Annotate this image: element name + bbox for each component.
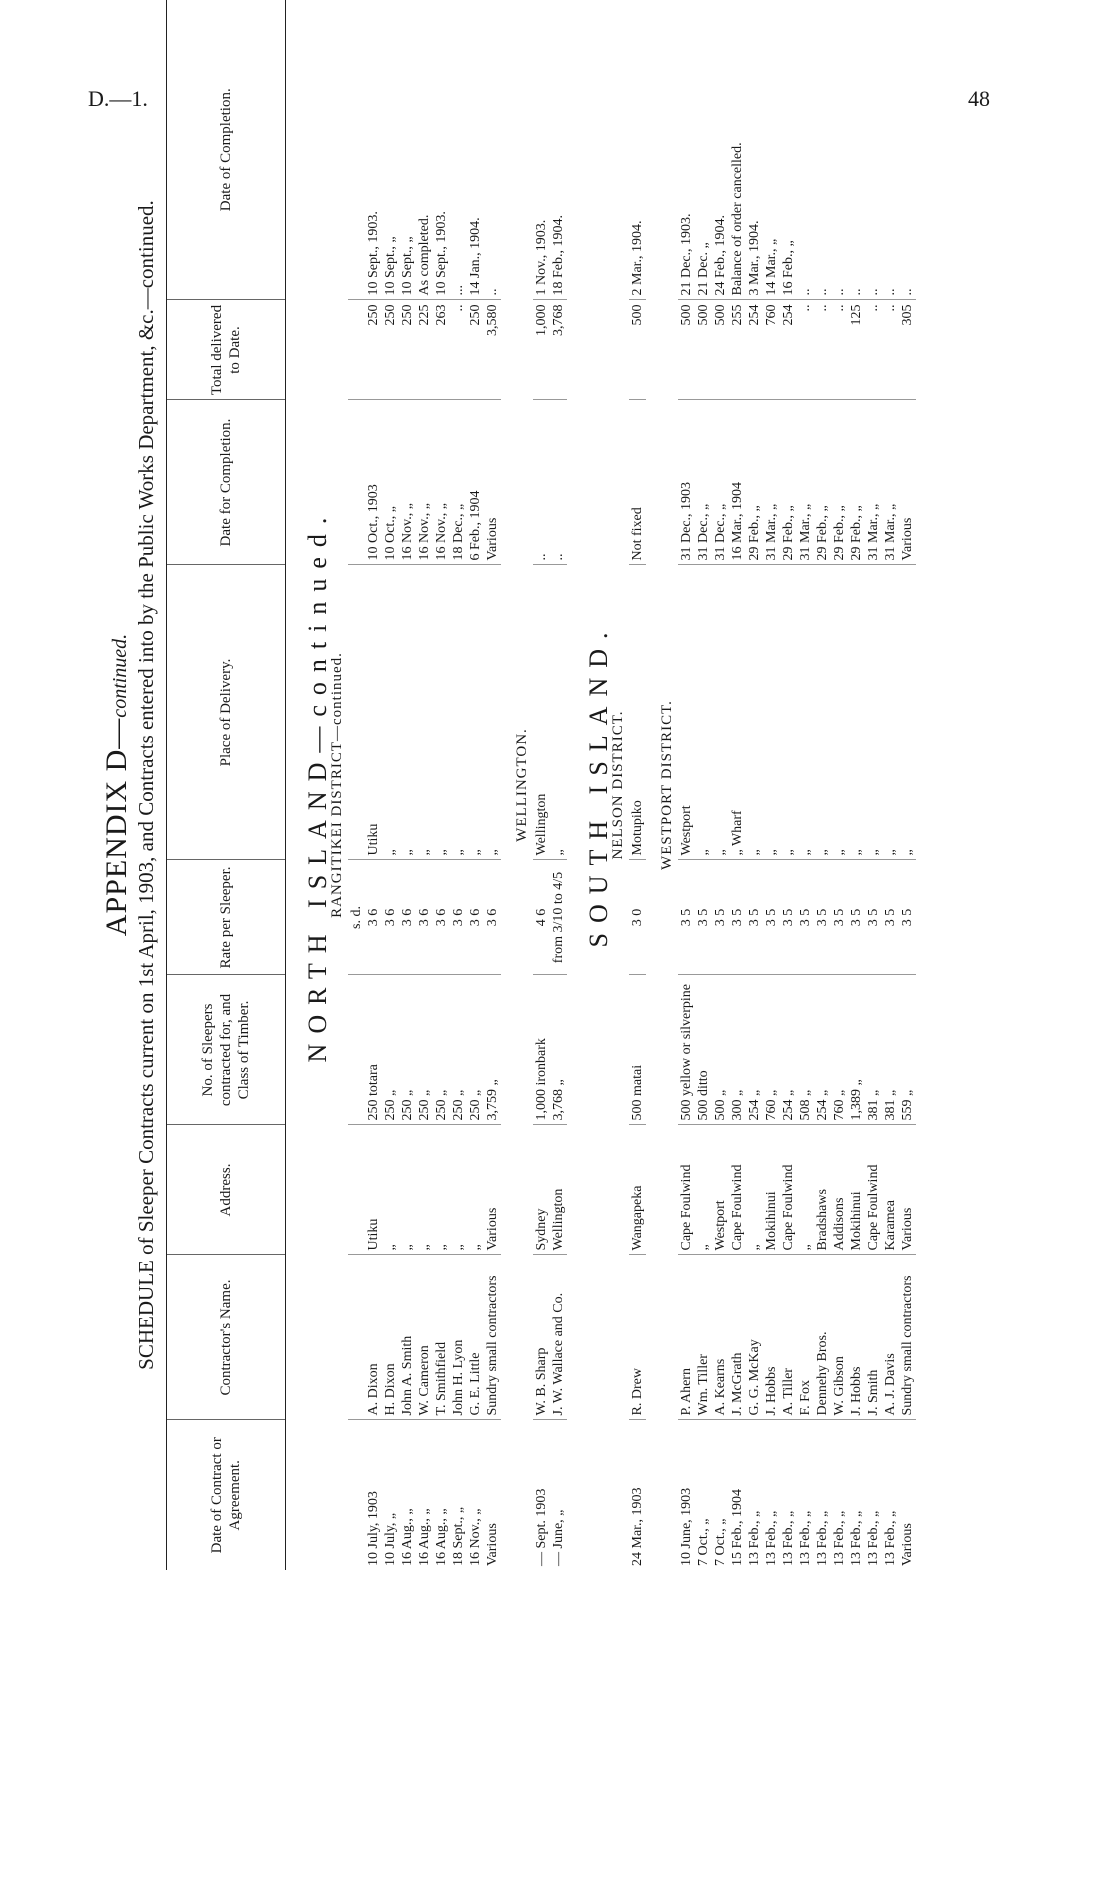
address-cell: Bradshaws: [814, 1125, 831, 1255]
district-heading: RANGITIKEI DISTRICT—continued.: [328, 652, 345, 918]
rate-cell: 3 6: [433, 860, 450, 975]
completion-due-cell: Not fixed: [629, 400, 646, 565]
completion-due-cell: 31 Mar., „: [882, 400, 899, 565]
delivered-cell: 225: [416, 300, 433, 400]
table-row: [365, 0, 382, 1570]
completed-cell: Balance of order cancelled.: [729, 0, 746, 300]
delivered-cell: ..: [450, 300, 467, 400]
contractor-cell: W. Gibson: [831, 1255, 848, 1420]
rate-cell: 3 5: [865, 860, 882, 975]
address-cell: „: [695, 1125, 712, 1255]
address-cell: Various: [899, 1125, 916, 1255]
sleepers-cell: 559 „: [899, 975, 916, 1125]
completed-cell: 10 Sept., „: [399, 0, 416, 300]
table-row: [814, 0, 831, 1570]
spacer-cell: [501, 0, 511, 1570]
header-date-of-completion: Date of Completion.: [167, 0, 286, 300]
units-row: [348, 0, 365, 1570]
completed-cell: 14 Mar., „: [763, 0, 780, 300]
header-contractor-name: Contractor's Name.: [167, 1255, 286, 1420]
date-cell: 13 Feb., „: [883, 1510, 898, 1566]
empty-cell: [348, 300, 365, 400]
spacer-row: [501, 0, 511, 1570]
district-heading: WESTPORT DISTRICT.: [658, 700, 675, 870]
table-row: [899, 0, 916, 1570]
address-cell: Cape Foulwind: [780, 1125, 797, 1255]
delivered-cell: 760: [763, 300, 780, 400]
sleepers-cell: 254 „: [814, 975, 831, 1125]
contractor-cell: Sundry small contractors: [899, 1255, 916, 1420]
delivered-cell: 250: [467, 300, 484, 400]
contractor-cell: P. Ahern: [678, 1255, 695, 1420]
sleepers-cell: 500 yellow or silverpine: [678, 975, 695, 1125]
date-cell: 16 Aug., „: [400, 1508, 415, 1566]
address-cell: Karamea: [882, 1125, 899, 1255]
date-cell: — June, „: [551, 1509, 566, 1566]
empty-cell: [348, 1420, 365, 1570]
contractor-cell: J. Hobbs: [848, 1255, 865, 1420]
date-cell: 16 Aug., „: [417, 1508, 432, 1566]
empty-cell: [348, 400, 365, 565]
rate-cell: 3 5: [712, 860, 729, 975]
delivered-cell: 500: [712, 300, 729, 400]
table-row: [399, 0, 416, 1570]
sleepers-cell: 760 „: [831, 975, 848, 1125]
table-row: [695, 0, 712, 1570]
place-cell: „: [450, 565, 467, 860]
sleepers-cell: 1,389 „: [848, 975, 865, 1125]
completed-cell: 2 Mar., 1904.: [629, 0, 646, 300]
delivered-cell: 250: [399, 300, 416, 400]
completion-due-cell: 16 Nov., „: [416, 400, 433, 565]
rate-cell: 3 6: [399, 860, 416, 975]
empty-cell: [348, 1125, 365, 1255]
header-date-for-completion: Date for Completion.: [167, 400, 286, 565]
delivered-cell: 305: [899, 300, 916, 400]
completed-cell: 10 Sept., 1903.: [433, 0, 450, 300]
rate-cell: 3 5: [729, 860, 746, 975]
contractor-cell: John A. Smith: [399, 1255, 416, 1420]
date-cell: 13 Feb., „: [798, 1510, 813, 1566]
date-cell: 10 July, „: [383, 1512, 398, 1566]
contractor-cell: J. W. Wallace and Co.: [550, 1255, 567, 1420]
table-row: [550, 0, 567, 1570]
district-heading-row: [511, 0, 533, 1570]
rate-cell: from 3/10 to 4/5: [550, 860, 567, 975]
date-cell: 13 Feb., „: [849, 1510, 864, 1566]
date-cell: 10 July, 1903: [366, 1491, 381, 1566]
contractor-cell: F. Fox: [797, 1255, 814, 1420]
island-heading: NORTH ISLAND—continued.: [303, 507, 332, 1063]
completion-due-cell: 29 Feb., „: [746, 400, 763, 565]
completion-due-cell: 29 Feb., „: [831, 400, 848, 565]
contractor-cell: R. Drew: [629, 1255, 646, 1420]
contractor-cell: J. McGrath: [729, 1255, 746, 1420]
completion-due-cell: Various: [484, 400, 501, 565]
date-cell: 16 Aug., „: [434, 1508, 449, 1566]
place-cell: „: [780, 565, 797, 860]
completion-due-cell: 10 Oct., „: [382, 400, 399, 565]
island-heading: SOUTH ISLAND.: [584, 622, 613, 948]
completed-cell: ..: [882, 0, 899, 300]
sleepers-cell: 250 „: [399, 975, 416, 1125]
spacer-row: [646, 0, 656, 1570]
header-address: Address.: [167, 1125, 286, 1255]
completed-cell: ..: [865, 0, 882, 300]
delivered-cell: 250: [365, 300, 382, 400]
table-row: [467, 0, 484, 1570]
page-number: 48: [968, 86, 990, 111]
contractor-cell: Wm. Tiller: [695, 1255, 712, 1420]
appendix-title: APPENDIX D—continued.: [100, 633, 133, 937]
sleepers-cell: 760 „: [763, 975, 780, 1125]
contractor-cell: H. Dixon: [382, 1255, 399, 1420]
address-cell: „: [467, 1125, 484, 1255]
completion-due-cell: ..: [550, 400, 567, 565]
place-cell: „: [797, 565, 814, 860]
delivered-cell: 500: [695, 300, 712, 400]
date-cell: 13 Feb., „: [764, 1510, 779, 1566]
address-cell: Cape Foulwind: [865, 1125, 882, 1255]
completed-cell: 3 Mar., 1904.: [746, 0, 763, 300]
sleeper-contracts-table: [166, 0, 916, 1570]
contractor-cell: A. Kearns: [712, 1255, 729, 1420]
table-row: [729, 0, 746, 1570]
delivered-cell: 125: [848, 300, 865, 400]
table-row: [797, 0, 814, 1570]
date-cell: 15 Feb., 1904: [730, 1489, 745, 1566]
rate-cell: 3 6: [365, 860, 382, 975]
contractor-cell: G. E. Little: [467, 1255, 484, 1420]
date-cell: — Sept. 1903: [534, 1488, 549, 1566]
sleepers-cell: 250 „: [433, 975, 450, 1125]
contractor-cell: G. G. McKay: [746, 1255, 763, 1420]
empty-cell: [348, 0, 365, 300]
rate-cell: 3 5: [695, 860, 712, 975]
completed-cell: 10 Sept., 1903.: [365, 0, 382, 300]
date-cell: 7 Oct., „: [696, 1518, 711, 1566]
sleepers-cell: 3,768 „: [550, 975, 567, 1125]
sleepers-cell: 254 „: [746, 975, 763, 1125]
address-cell: Utiku: [365, 1125, 382, 1255]
rate-cell: 3 5: [882, 860, 899, 975]
place-cell: „: [831, 565, 848, 860]
sleepers-cell: 300 „: [729, 975, 746, 1125]
rate-cell: 3 5: [746, 860, 763, 975]
place-cell: „: [382, 565, 399, 860]
table-row: [882, 0, 899, 1570]
completed-cell: 21 Dec., 1903.: [678, 0, 695, 300]
delivered-cell: ..: [797, 300, 814, 400]
completion-due-cell: 29 Feb., „: [814, 400, 831, 565]
place-cell: „ Wharf: [729, 565, 746, 860]
address-cell: Cape Foulwind: [678, 1125, 695, 1255]
header-date-of-contract: Date of Contract or Agreement.: [167, 1420, 286, 1570]
place-cell: „: [848, 565, 865, 860]
header-place-of-delivery: Place of Delivery.: [167, 565, 286, 860]
place-cell: Utiku: [365, 565, 382, 860]
address-cell: Wellington: [550, 1125, 567, 1255]
date-cell: 7 Oct., „: [713, 1518, 728, 1566]
sleepers-cell: 508 „: [797, 975, 814, 1125]
address-cell: „: [416, 1125, 433, 1255]
delivered-cell: 255: [729, 300, 746, 400]
table-row: [831, 0, 848, 1570]
completion-due-cell: 31 Mar., „: [797, 400, 814, 565]
date-cell: 24 Mar., 1903: [630, 1487, 645, 1566]
rate-cell: 3 5: [678, 860, 695, 975]
page-code: D.—1.: [88, 86, 148, 111]
table-row: [848, 0, 865, 1570]
district-heading: NELSON DISTRICT.: [609, 710, 626, 860]
place-cell: „: [814, 565, 831, 860]
delivered-cell: 500: [678, 300, 695, 400]
completion-due-cell: Various: [899, 400, 916, 565]
completed-cell: ..: [484, 0, 501, 300]
completed-cell: ..: [899, 0, 916, 300]
completion-due-cell: 16 Nov., „: [399, 400, 416, 565]
rate-cell: 3 0: [629, 860, 646, 975]
completion-due-cell: 16 Nov., „: [433, 400, 450, 565]
sleepers-cell: 500 matai: [629, 975, 646, 1125]
delivered-cell: 254: [746, 300, 763, 400]
place-cell: Westport: [678, 565, 695, 860]
completed-cell: 1 Nov., 1903.: [533, 0, 550, 300]
completed-cell: 16 Feb., „: [780, 0, 797, 300]
empty-cell: [348, 565, 365, 860]
contractor-cell: J. Hobbs: [763, 1255, 780, 1420]
sleepers-cell: 3,759 „: [484, 975, 501, 1125]
address-cell: Mokihinui: [763, 1125, 780, 1255]
contractor-cell: W. Cameron: [416, 1255, 433, 1420]
place-cell: Motupiko: [629, 565, 646, 860]
completed-cell: ..: [797, 0, 814, 300]
contractor-cell: Dennehy Bros.: [814, 1255, 831, 1420]
table-row: [433, 0, 450, 1570]
rate-cell: 3 5: [780, 860, 797, 975]
completion-due-cell: 29 Feb., „: [780, 400, 797, 565]
delivered-cell: ..: [814, 300, 831, 400]
address-cell: „: [797, 1125, 814, 1255]
place-cell: „: [763, 565, 780, 860]
sleepers-cell: 381 „: [865, 975, 882, 1125]
place-cell: „: [416, 565, 433, 860]
place-cell: „: [899, 565, 916, 860]
table-row: [763, 0, 780, 1570]
table-header-row: [167, 0, 286, 1570]
place-cell: „: [484, 565, 501, 860]
district-heading-row: [656, 0, 678, 1570]
place-cell: „: [550, 565, 567, 860]
rate-cell: 3 6: [416, 860, 433, 975]
address-cell: „: [399, 1125, 416, 1255]
table-row: [382, 0, 399, 1570]
place-cell: „: [746, 565, 763, 860]
sleepers-cell: 250 „: [382, 975, 399, 1125]
rotated-page-body: [100, 0, 1040, 1570]
place-cell: „: [695, 565, 712, 860]
sleepers-cell: 381 „: [882, 975, 899, 1125]
contractor-cell: A. Dixon: [365, 1255, 382, 1420]
delivered-cell: 500: [629, 300, 646, 400]
contractor-cell: A. J. Davis: [882, 1255, 899, 1420]
completion-due-cell: 16 Mar., 1904: [729, 400, 746, 565]
date-cell: 13 Feb., „: [781, 1510, 796, 1566]
completed-cell: 14 Jan., 1904.: [467, 0, 484, 300]
delivered-cell: 250: [382, 300, 399, 400]
address-cell: Westport: [712, 1125, 729, 1255]
completion-due-cell: 31 Mar., „: [865, 400, 882, 565]
schedule-subtitle: SCHEDULE of Sleeper Contracts current on 1st April, 1903, and Contracts entered into by the Public Works Department, &c.—continued.: [134, 200, 158, 1370]
delivered-cell: 263: [433, 300, 450, 400]
rate-cell: 3 5: [831, 860, 848, 975]
place-cell: „: [467, 565, 484, 860]
completed-cell: ..: [814, 0, 831, 300]
address-cell: „: [433, 1125, 450, 1255]
completion-due-cell: 29 Feb., „: [848, 400, 865, 565]
contractor-cell: T. Smithfield: [433, 1255, 450, 1420]
island-heading-row: [286, 0, 327, 1570]
delivered-cell: ..: [831, 300, 848, 400]
contractor-cell: A. Tiller: [780, 1255, 797, 1420]
rate-cell: 3 5: [797, 860, 814, 975]
place-cell: „: [399, 565, 416, 860]
rate-cell: 3 5: [899, 860, 916, 975]
address-cell: Addisons: [831, 1125, 848, 1255]
rate-units: s. d.: [348, 860, 365, 975]
place-cell: Wellington: [533, 565, 550, 860]
place-cell: „: [865, 565, 882, 860]
spacer-cell: [646, 0, 656, 1570]
address-cell: „: [746, 1125, 763, 1255]
date-cell: 13 Feb., „: [815, 1510, 830, 1566]
rate-cell: 3 6: [450, 860, 467, 975]
address-cell: Mokihinui: [848, 1125, 865, 1255]
completed-cell: 18 Feb., 1904.: [550, 0, 567, 300]
delivered-cell: ..: [865, 300, 882, 400]
completion-due-cell: 31 Dec., 1903: [678, 400, 695, 565]
table-row: [746, 0, 763, 1570]
table-row: [416, 0, 433, 1570]
rate-cell: 3 6: [467, 860, 484, 975]
date-cell: Various: [900, 1523, 915, 1566]
place-cell: „: [433, 565, 450, 860]
date-cell: 13 Feb., „: [747, 1510, 762, 1566]
delivered-cell: ..: [882, 300, 899, 400]
address-cell: „: [450, 1125, 467, 1255]
rate-cell: 3 5: [763, 860, 780, 975]
district-heading-row: [326, 0, 348, 1570]
contractor-cell: W. B. Sharp: [533, 1255, 550, 1420]
address-cell: Various: [484, 1125, 501, 1255]
sleepers-cell: 250 „: [450, 975, 467, 1125]
table-row: [865, 0, 882, 1570]
delivered-cell: 1,000: [533, 300, 550, 400]
delivered-cell: 3,580: [484, 300, 501, 400]
sleepers-cell: 254 „: [780, 975, 797, 1125]
date-cell: 16 Nov., „: [468, 1508, 483, 1566]
address-cell: Sydney: [533, 1125, 550, 1255]
district-heading-row: [607, 0, 629, 1570]
completion-due-cell: 31 Dec., „: [695, 400, 712, 565]
completed-cell: 21 Dec. „: [695, 0, 712, 300]
table-row: [678, 0, 695, 1570]
empty-cell: [348, 1255, 365, 1420]
contractor-cell: J. Smith: [865, 1255, 882, 1420]
completion-due-cell: 31 Mar., „: [763, 400, 780, 565]
table-row: [712, 0, 729, 1570]
address-cell: „: [382, 1125, 399, 1255]
date-cell: Various: [485, 1523, 500, 1566]
date-cell: 13 Feb., „: [866, 1510, 881, 1566]
table-row: [629, 0, 646, 1570]
empty-cell: [348, 975, 365, 1125]
address-cell: Wangapeka: [629, 1125, 646, 1255]
address-cell: Cape Foulwind: [729, 1125, 746, 1255]
contractor-cell: John H. Lyon: [450, 1255, 467, 1420]
rate-cell: 3 6: [382, 860, 399, 975]
table-row: [533, 0, 550, 1570]
completion-due-cell: 18 Dec., „: [450, 400, 467, 565]
completion-due-cell: 10 Oct., 1903: [365, 400, 382, 565]
table-row: [780, 0, 797, 1570]
table-row: [484, 0, 501, 1570]
contractor-cell: Sundry small contractors: [484, 1255, 501, 1420]
rate-cell: 3 5: [814, 860, 831, 975]
sleepers-cell: 250 totara: [365, 975, 382, 1125]
completed-cell: 24 Feb., 1904.: [712, 0, 729, 300]
island-heading-row: [567, 0, 607, 1570]
date-cell: 13 Feb., „: [832, 1510, 847, 1566]
completed-cell: ..: [831, 0, 848, 300]
sleepers-cell: 500 „: [712, 975, 729, 1125]
date-cell: 10 June, 1903: [679, 1487, 694, 1566]
delivered-cell: 254: [780, 300, 797, 400]
completion-due-cell: 31 Dec., „: [712, 400, 729, 565]
place-cell: „: [882, 565, 899, 860]
completion-due-cell: 6 Feb., 1904: [467, 400, 484, 565]
rate-cell: 4 6: [533, 860, 550, 975]
place-cell: „: [712, 565, 729, 860]
sleepers-cell: 250 „: [416, 975, 433, 1125]
header-total-delivered: Total delivered to Date.: [167, 300, 286, 400]
table-row: [450, 0, 467, 1570]
district-heading: WELLINGTON.: [513, 728, 530, 842]
completed-cell: As completed.: [416, 0, 433, 300]
header-sleepers-timber: No. of Sleepers contracted for, and Class of Timber.: [167, 975, 286, 1125]
rate-cell: 3 6: [484, 860, 501, 975]
completed-cell: ..: [848, 0, 865, 300]
delivered-cell: 3,768: [550, 300, 567, 400]
completed-cell: 10 Sept., „: [382, 0, 399, 300]
completed-cell: ...: [450, 0, 467, 300]
sleepers-cell: 250 „: [467, 975, 484, 1125]
date-cell: 18 Sept., „: [451, 1506, 466, 1566]
completion-due-cell: ..: [533, 400, 550, 565]
sleepers-cell: 500 ditto: [695, 975, 712, 1125]
header-rate: Rate per Sleeper.: [167, 860, 286, 975]
sleepers-cell: 1,000 ironbark: [533, 975, 550, 1125]
rate-cell: 3 5: [848, 860, 865, 975]
